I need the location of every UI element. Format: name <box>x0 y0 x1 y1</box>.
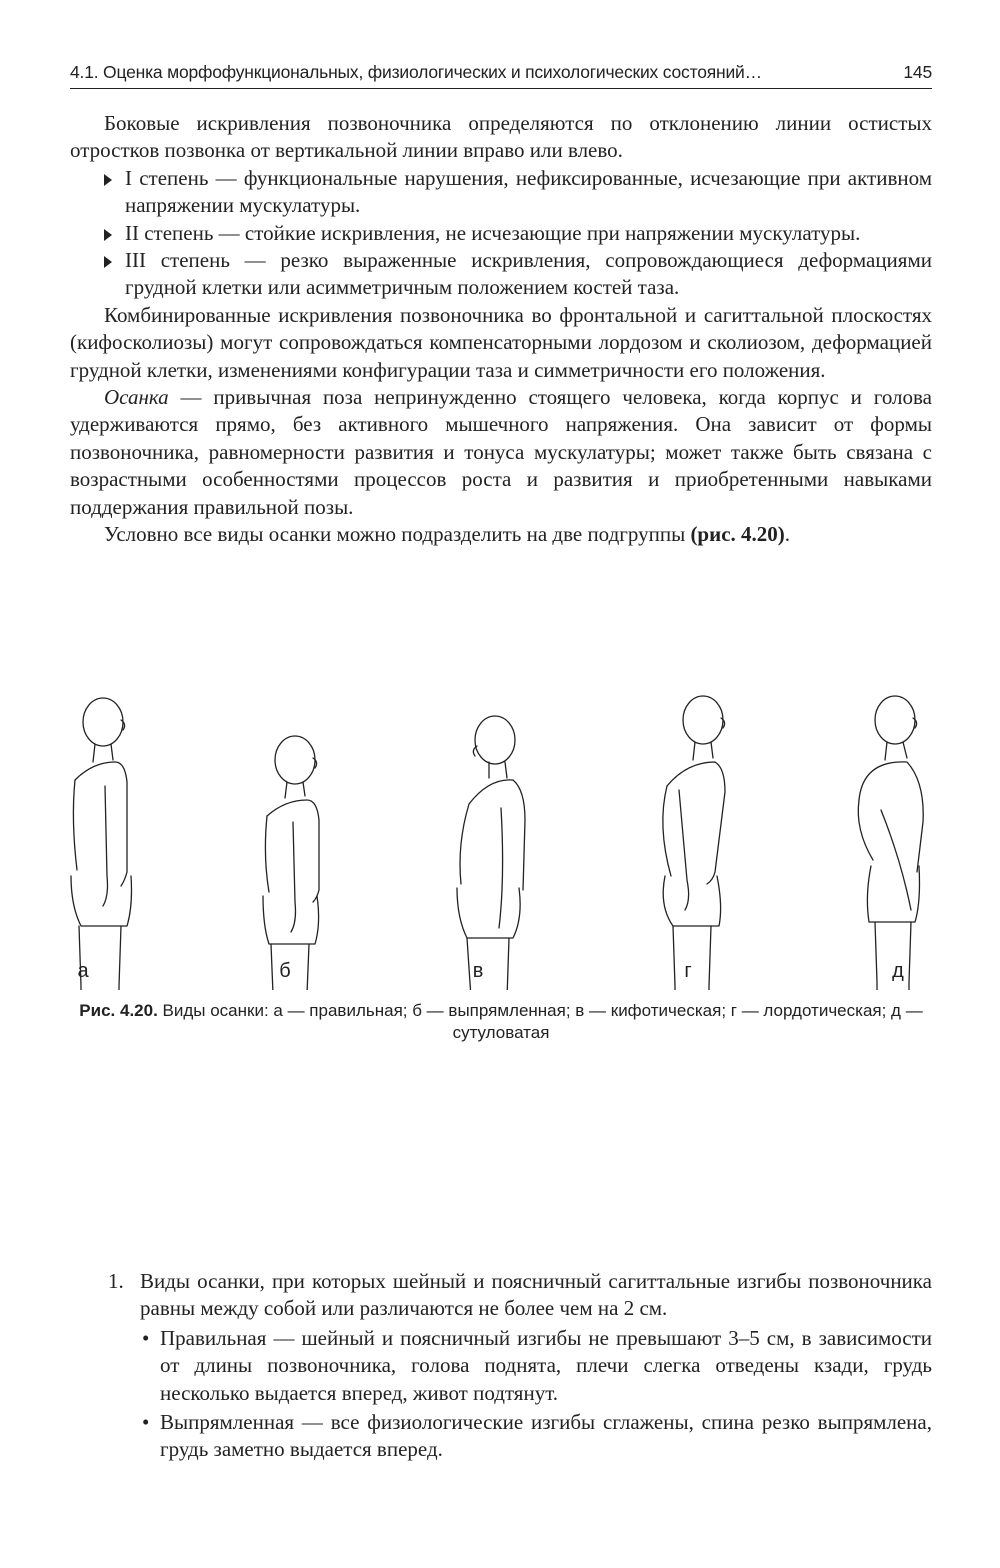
list-number: 1. <box>108 1269 124 1293</box>
degree-item: II степень — стойкие искривления, не исчезающие при напряжении мускулатуры. <box>70 220 932 247</box>
paragraph-subgroups: Условно все виды осанки можно подразделить на две подгруппы (рис. 4.20). <box>104 522 791 547</box>
posture-figure <box>55 690 945 990</box>
triangle-bullet-icon <box>104 229 112 241</box>
caption-text: Виды осанки: а — правильная; б — выпрямленная; в — кифотическая; г — лордотическая; д — сутуловатая <box>157 1001 923 1042</box>
sub-list-item: • Выпрямленная — все физиологические изгибы сглажены, спина резко выпрямлена, грудь заметно выдается вперед. <box>142 1410 932 1462</box>
sub-list-item: • Правильная — шейный и поясничный изгибы не превышают 3–5 см, в зависимости от длины позвоночника, голова поднята, плечи слегка отведены кзади, грудь несколько выдается вперед, живот подтянут. <box>142 1325 932 1405</box>
term-posture: Осанка <box>104 385 169 410</box>
figure-stooped-posture <box>858 696 923 990</box>
degree-list <box>70 165 932 302</box>
page-number: 145 <box>903 62 932 82</box>
list-item: 1. Виды осанки, при которых шейный и поясничный сагиттальные изгибы позвоночника равны между собой или различаются не более чем на 2 см. <box>108 1269 932 1321</box>
figure-label-b: б <box>279 960 291 982</box>
degree-item: III степень — резко выраженные искривления, сопровождающиеся деформациями грудной клетки или асимметричным положением костей таза. <box>70 247 932 302</box>
figure-correct-posture <box>71 698 132 990</box>
body-text <box>70 110 932 549</box>
chapter-title: 4.1. Оценка морфофункциональных, физиологических и психологических состояний… <box>70 62 762 82</box>
running-head <box>70 62 932 89</box>
figure-label-v: в <box>472 960 484 982</box>
bullet-dot-icon: • <box>142 1325 150 1350</box>
paragraph-combined-curvature: Комбинированные искривления позвоночника во фронтальной и сагиттальной плоскостях (кифосколиозы) могут сопровождаться компенсаторными лордозом и сколиозом, деформацией грудной клетки, изменениями конфигурации таза и симметричности его положения. <box>70 302 932 382</box>
degree-item: I степень — функциональные нарушения, нефиксированные, исчезающие при активном напряжении мускулатуры. <box>70 165 932 220</box>
paragraph-lateral-curvature: Боковые искривления позвоночника определяются по отклонению линии остистых отростков позвонка от вертикальной линии вправо или влево. <box>70 111 932 163</box>
paragraph-posture-definition: Осанка — привычная поза непринужденно стоящего человека, когда корпус и голова удерживаются прямо, без активного мышечного напряжения. Она зависит от формы позвоночника, равномерности развития и тонуса мускулатуры; может также быть связана с возрастными особенностями процессов роста и развития и приобретенными навыками поддержания правильной позы. <box>70 385 932 519</box>
caption-label: Рис. 4.20. <box>79 1001 158 1020</box>
figure-reference: (рис. 4.20) <box>690 522 785 547</box>
sub-list <box>70 1325 932 1464</box>
posture-type-list <box>70 1268 932 1466</box>
figure-caption <box>70 1000 932 1044</box>
triangle-bullet-icon <box>104 256 112 268</box>
figure-kyphotic-posture <box>457 716 525 990</box>
figure-lordotic-posture <box>663 696 725 990</box>
figure-label-g: г <box>684 960 692 982</box>
figure-label-d: д <box>892 960 904 982</box>
triangle-bullet-icon <box>104 174 112 186</box>
figure-label-a: а <box>77 960 89 982</box>
figure-straightened-posture <box>263 736 319 990</box>
bullet-dot-icon: • <box>142 1410 150 1435</box>
